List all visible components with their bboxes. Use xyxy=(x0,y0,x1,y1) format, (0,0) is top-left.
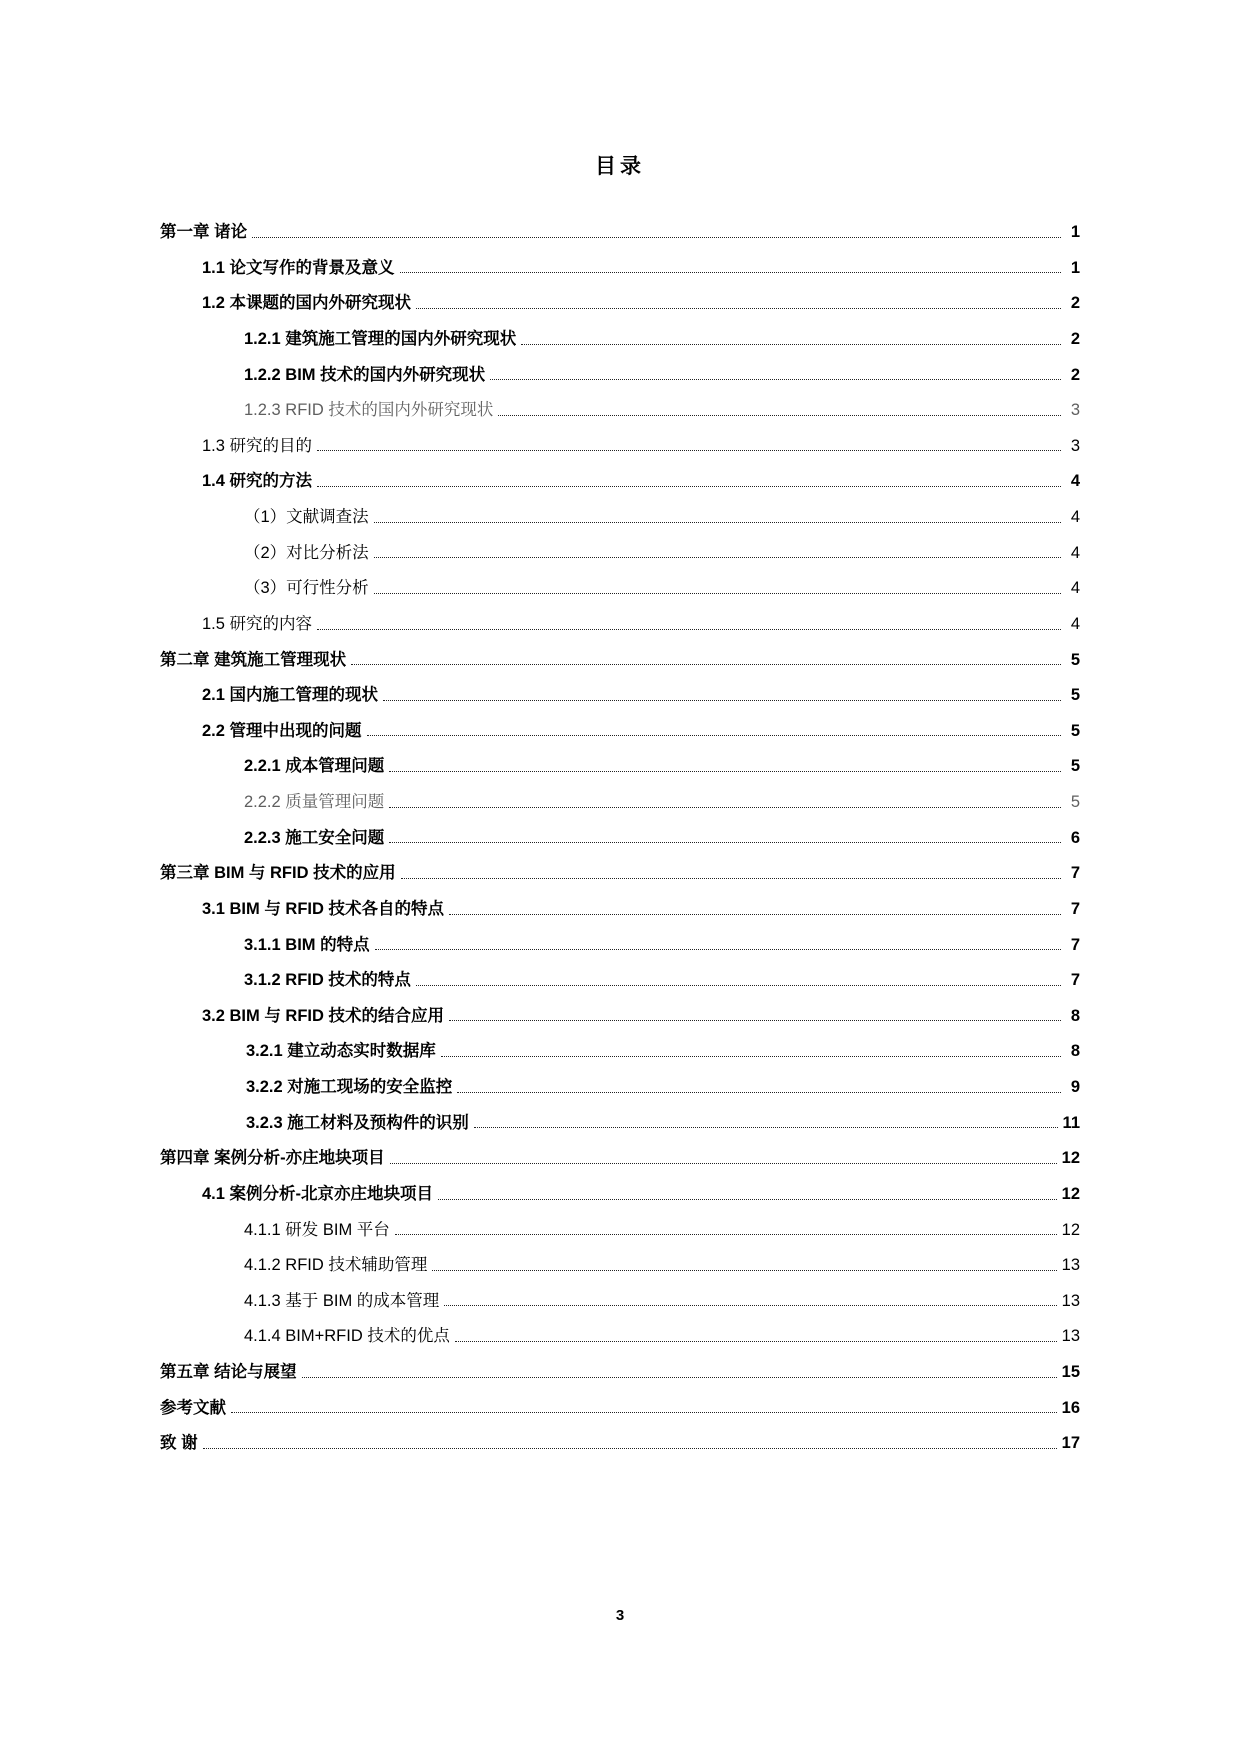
toc-entry-label: 第五章 结论与展望 xyxy=(160,1363,297,1381)
toc-entry-page: 6 xyxy=(1070,828,1080,847)
toc-entry[interactable] xyxy=(244,792,1080,813)
toc-entry[interactable] xyxy=(160,863,1080,884)
toc-entry-label: 致 谢 xyxy=(160,1434,198,1453)
toc-leader-dots xyxy=(302,1377,1057,1378)
toc-entry-label: 2.2 管理中出现的问题 xyxy=(202,721,362,740)
toc-entry-page: 13 xyxy=(1061,1327,1080,1346)
toc-entry[interactable] xyxy=(160,222,1080,243)
toc-entry-label: 4.1.2 RFID 技术辅助管理 xyxy=(244,1256,428,1275)
toc-entry[interactable] xyxy=(202,436,1080,457)
toc-entry-label: 1.2.2 BIM 技术的国内外研究现状 xyxy=(244,365,486,384)
toc-entry-label: （2）对比分析法 xyxy=(244,543,369,562)
toc-entry-label: 2.2.2 质量管理问题 xyxy=(244,793,385,811)
toc-entry-page: 5 xyxy=(1070,757,1080,776)
toc-leader-dots xyxy=(490,379,1061,380)
toc-leader-dots xyxy=(395,1234,1057,1235)
toc-entry-label: 2.1 国内施工管理的现状 xyxy=(202,686,379,705)
toc-entry-label: 1.5 研究的内容 xyxy=(202,614,313,633)
toc-entry-label: 1.2.3 RFID 技术的国内外研究现状 xyxy=(244,401,494,420)
toc-leader-dots xyxy=(203,1448,1057,1449)
toc-entry[interactable] xyxy=(160,1362,1080,1383)
toc-entry[interactable] xyxy=(246,1077,1080,1098)
toc-entry-label: 4.1.3 基于 BIM 的成本管理 xyxy=(244,1291,440,1310)
toc-entry-label: 4.1 案例分析-北京亦庄地块项目 xyxy=(202,1184,434,1203)
toc-leader-dots xyxy=(521,344,1061,345)
toc-entry[interactable] xyxy=(244,1220,1080,1241)
toc-entry-page: 4 xyxy=(1070,614,1080,633)
toc-entry-page: 9 xyxy=(1070,1078,1080,1096)
toc-entry[interactable] xyxy=(202,1006,1080,1027)
toc-leader-dots xyxy=(383,700,1061,701)
toc-leader-dots xyxy=(449,914,1061,915)
toc-leader-dots xyxy=(317,450,1061,451)
toc-entry-page: 4 xyxy=(1070,508,1080,526)
toc-entry[interactable] xyxy=(202,293,1080,314)
toc-entry[interactable] xyxy=(244,578,1080,599)
toc-entry-label: 第三章 BIM 与 RFID 技术的应用 xyxy=(160,864,396,883)
toc-leader-dots xyxy=(351,664,1061,665)
toc-entry[interactable] xyxy=(244,756,1080,777)
table-of-contents xyxy=(160,222,1080,1454)
toc-entry[interactable] xyxy=(160,1398,1080,1419)
toc-entry[interactable] xyxy=(202,471,1080,492)
toc-leader-dots xyxy=(231,1412,1057,1413)
footer-page-number: 3 xyxy=(615,1607,625,1624)
toc-entry-page: 2 xyxy=(1070,294,1080,313)
toc-entry-page: 4 xyxy=(1070,472,1080,491)
toc-entry-page: 8 xyxy=(1070,1042,1080,1061)
toc-entry-label: 2.2.3 施工安全问题 xyxy=(244,828,385,847)
toc-leader-dots xyxy=(498,415,1061,416)
toc-entry-label: 1.2 本课题的国内外研究现状 xyxy=(202,294,412,313)
toc-entry[interactable] xyxy=(202,614,1080,635)
toc-entry-label: 3.2.1 建立动态实时数据库 xyxy=(246,1042,436,1061)
toc-entry-label: 1.3 研究的目的 xyxy=(202,436,313,455)
toc-entry[interactable] xyxy=(202,685,1080,706)
toc-entry-page: 1 xyxy=(1070,258,1080,277)
toc-leader-dots xyxy=(389,807,1061,808)
toc-entry-label: （1）文献调查法 xyxy=(244,508,369,526)
toc-entry-page: 12 xyxy=(1061,1220,1080,1239)
toc-entry-page: 5 xyxy=(1070,721,1080,740)
toc-entry-page: 1 xyxy=(1070,223,1080,241)
toc-leader-dots xyxy=(441,1056,1061,1057)
toc-entry-page: 15 xyxy=(1061,1363,1080,1381)
toc-entry[interactable] xyxy=(202,899,1080,920)
toc-entry[interactable] xyxy=(160,1433,1080,1454)
toc-leader-dots xyxy=(374,593,1061,594)
toc-entry-page: 4 xyxy=(1070,543,1080,562)
toc-entry-label: 2.2.1 成本管理问题 xyxy=(244,757,385,776)
toc-entry-page: 5 xyxy=(1070,793,1080,811)
toc-entry[interactable] xyxy=(244,935,1080,956)
toc-entry-page: 2 xyxy=(1070,329,1080,348)
toc-leader-dots xyxy=(389,842,1061,843)
toc-entry[interactable] xyxy=(244,543,1080,564)
toc-entry-label: 参考文献 xyxy=(160,1398,226,1417)
toc-leader-dots xyxy=(432,1270,1056,1271)
toc-entry-page: 3 xyxy=(1070,401,1080,420)
toc-entry-page: 17 xyxy=(1061,1434,1080,1453)
toc-entry[interactable] xyxy=(244,400,1080,421)
toc-entry-label: 3.2.2 对施工现场的安全监控 xyxy=(246,1078,453,1096)
toc-leader-dots xyxy=(400,272,1061,273)
toc-entry-label: 3.2.3 施工材料及预构件的识别 xyxy=(246,1113,469,1132)
toc-entry[interactable] xyxy=(244,365,1080,386)
toc-entry-page: 11 xyxy=(1062,1113,1080,1132)
toc-entry[interactable] xyxy=(246,1041,1080,1062)
page-title: 目录 xyxy=(595,155,645,178)
toc-leader-dots xyxy=(317,486,1061,487)
toc-entry-page: 13 xyxy=(1061,1291,1080,1310)
toc-entry-page: 3 xyxy=(1070,436,1080,455)
toc-leader-dots xyxy=(401,878,1061,879)
toc-entry-label: 3.1 BIM 与 RFID 技术各自的特点 xyxy=(202,899,445,918)
toc-leader-dots xyxy=(449,1020,1061,1021)
toc-entry-label: 第一章 诸论 xyxy=(160,223,248,241)
toc-entry-label: 3.1.2 RFID 技术的特点 xyxy=(244,971,411,990)
toc-entry[interactable] xyxy=(160,1148,1080,1169)
toc-entry[interactable] xyxy=(244,1326,1080,1347)
toc-entry-label: 1.2.1 建筑施工管理的国内外研究现状 xyxy=(244,329,517,348)
toc-leader-dots xyxy=(474,1127,1058,1128)
toc-entry-page: 12 xyxy=(1061,1184,1080,1203)
toc-entry-page: 2 xyxy=(1070,365,1080,384)
toc-entry-page: 13 xyxy=(1061,1256,1080,1275)
toc-entry-label: 第四章 案例分析-亦庄地块项目 xyxy=(160,1149,385,1168)
toc-entry-page: 7 xyxy=(1070,864,1080,883)
toc-leader-dots xyxy=(389,771,1061,772)
toc-leader-dots xyxy=(367,735,1061,736)
toc-leader-dots xyxy=(416,985,1061,986)
toc-leader-dots xyxy=(416,308,1061,309)
toc-entry[interactable] xyxy=(246,1113,1080,1134)
toc-leader-dots xyxy=(457,1092,1061,1093)
toc-leader-dots xyxy=(317,629,1061,630)
toc-entry[interactable] xyxy=(202,258,1080,279)
toc-entry-page: 12 xyxy=(1061,1149,1080,1168)
toc-entry-page: 5 xyxy=(1070,686,1080,705)
toc-entry-page: 5 xyxy=(1070,650,1080,669)
toc-entry[interactable] xyxy=(244,1291,1080,1312)
toc-leader-dots xyxy=(374,557,1061,558)
toc-entry[interactable] xyxy=(244,828,1080,849)
toc-leader-dots xyxy=(374,522,1061,523)
toc-entry-page: 16 xyxy=(1061,1398,1080,1417)
toc-entry-page: 7 xyxy=(1070,899,1080,918)
toc-leader-dots xyxy=(438,1199,1057,1200)
toc-entry-page: 7 xyxy=(1070,935,1080,954)
toc-leader-dots xyxy=(375,949,1061,950)
toc-entry[interactable] xyxy=(244,507,1080,528)
toc-entry-label: 1.4 研究的方法 xyxy=(202,472,313,491)
toc-entry-page: 7 xyxy=(1070,971,1080,990)
toc-entry-label: 第二章 建筑施工管理现状 xyxy=(160,650,347,669)
toc-entry-label: （3）可行性分析 xyxy=(244,579,369,598)
toc-entry-page: 8 xyxy=(1070,1006,1080,1025)
toc-entry-page: 4 xyxy=(1070,579,1080,598)
toc-leader-dots xyxy=(455,1341,1057,1342)
toc-leader-dots xyxy=(444,1305,1056,1306)
toc-entry-label: 3.1.1 BIM 的特点 xyxy=(244,935,370,954)
toc-entry-label: 1.1 论文写作的背景及意义 xyxy=(202,258,395,277)
toc-entry[interactable] xyxy=(202,1184,1080,1205)
toc-entry-label: 3.2 BIM 与 RFID 技术的结合应用 xyxy=(202,1006,445,1025)
toc-entry-label: 4.1.4 BIM+RFID 技术的优点 xyxy=(244,1327,450,1346)
toc-entry-label: 4.1.1 研发 BIM 平台 xyxy=(244,1220,390,1239)
toc-leader-dots xyxy=(390,1163,1057,1164)
toc-entry[interactable] xyxy=(160,650,1080,671)
toc-entry[interactable] xyxy=(244,970,1080,991)
toc-entry[interactable] xyxy=(244,329,1080,350)
toc-entry[interactable] xyxy=(202,721,1080,742)
toc-entry[interactable] xyxy=(244,1255,1080,1276)
toc-leader-dots xyxy=(252,237,1061,238)
